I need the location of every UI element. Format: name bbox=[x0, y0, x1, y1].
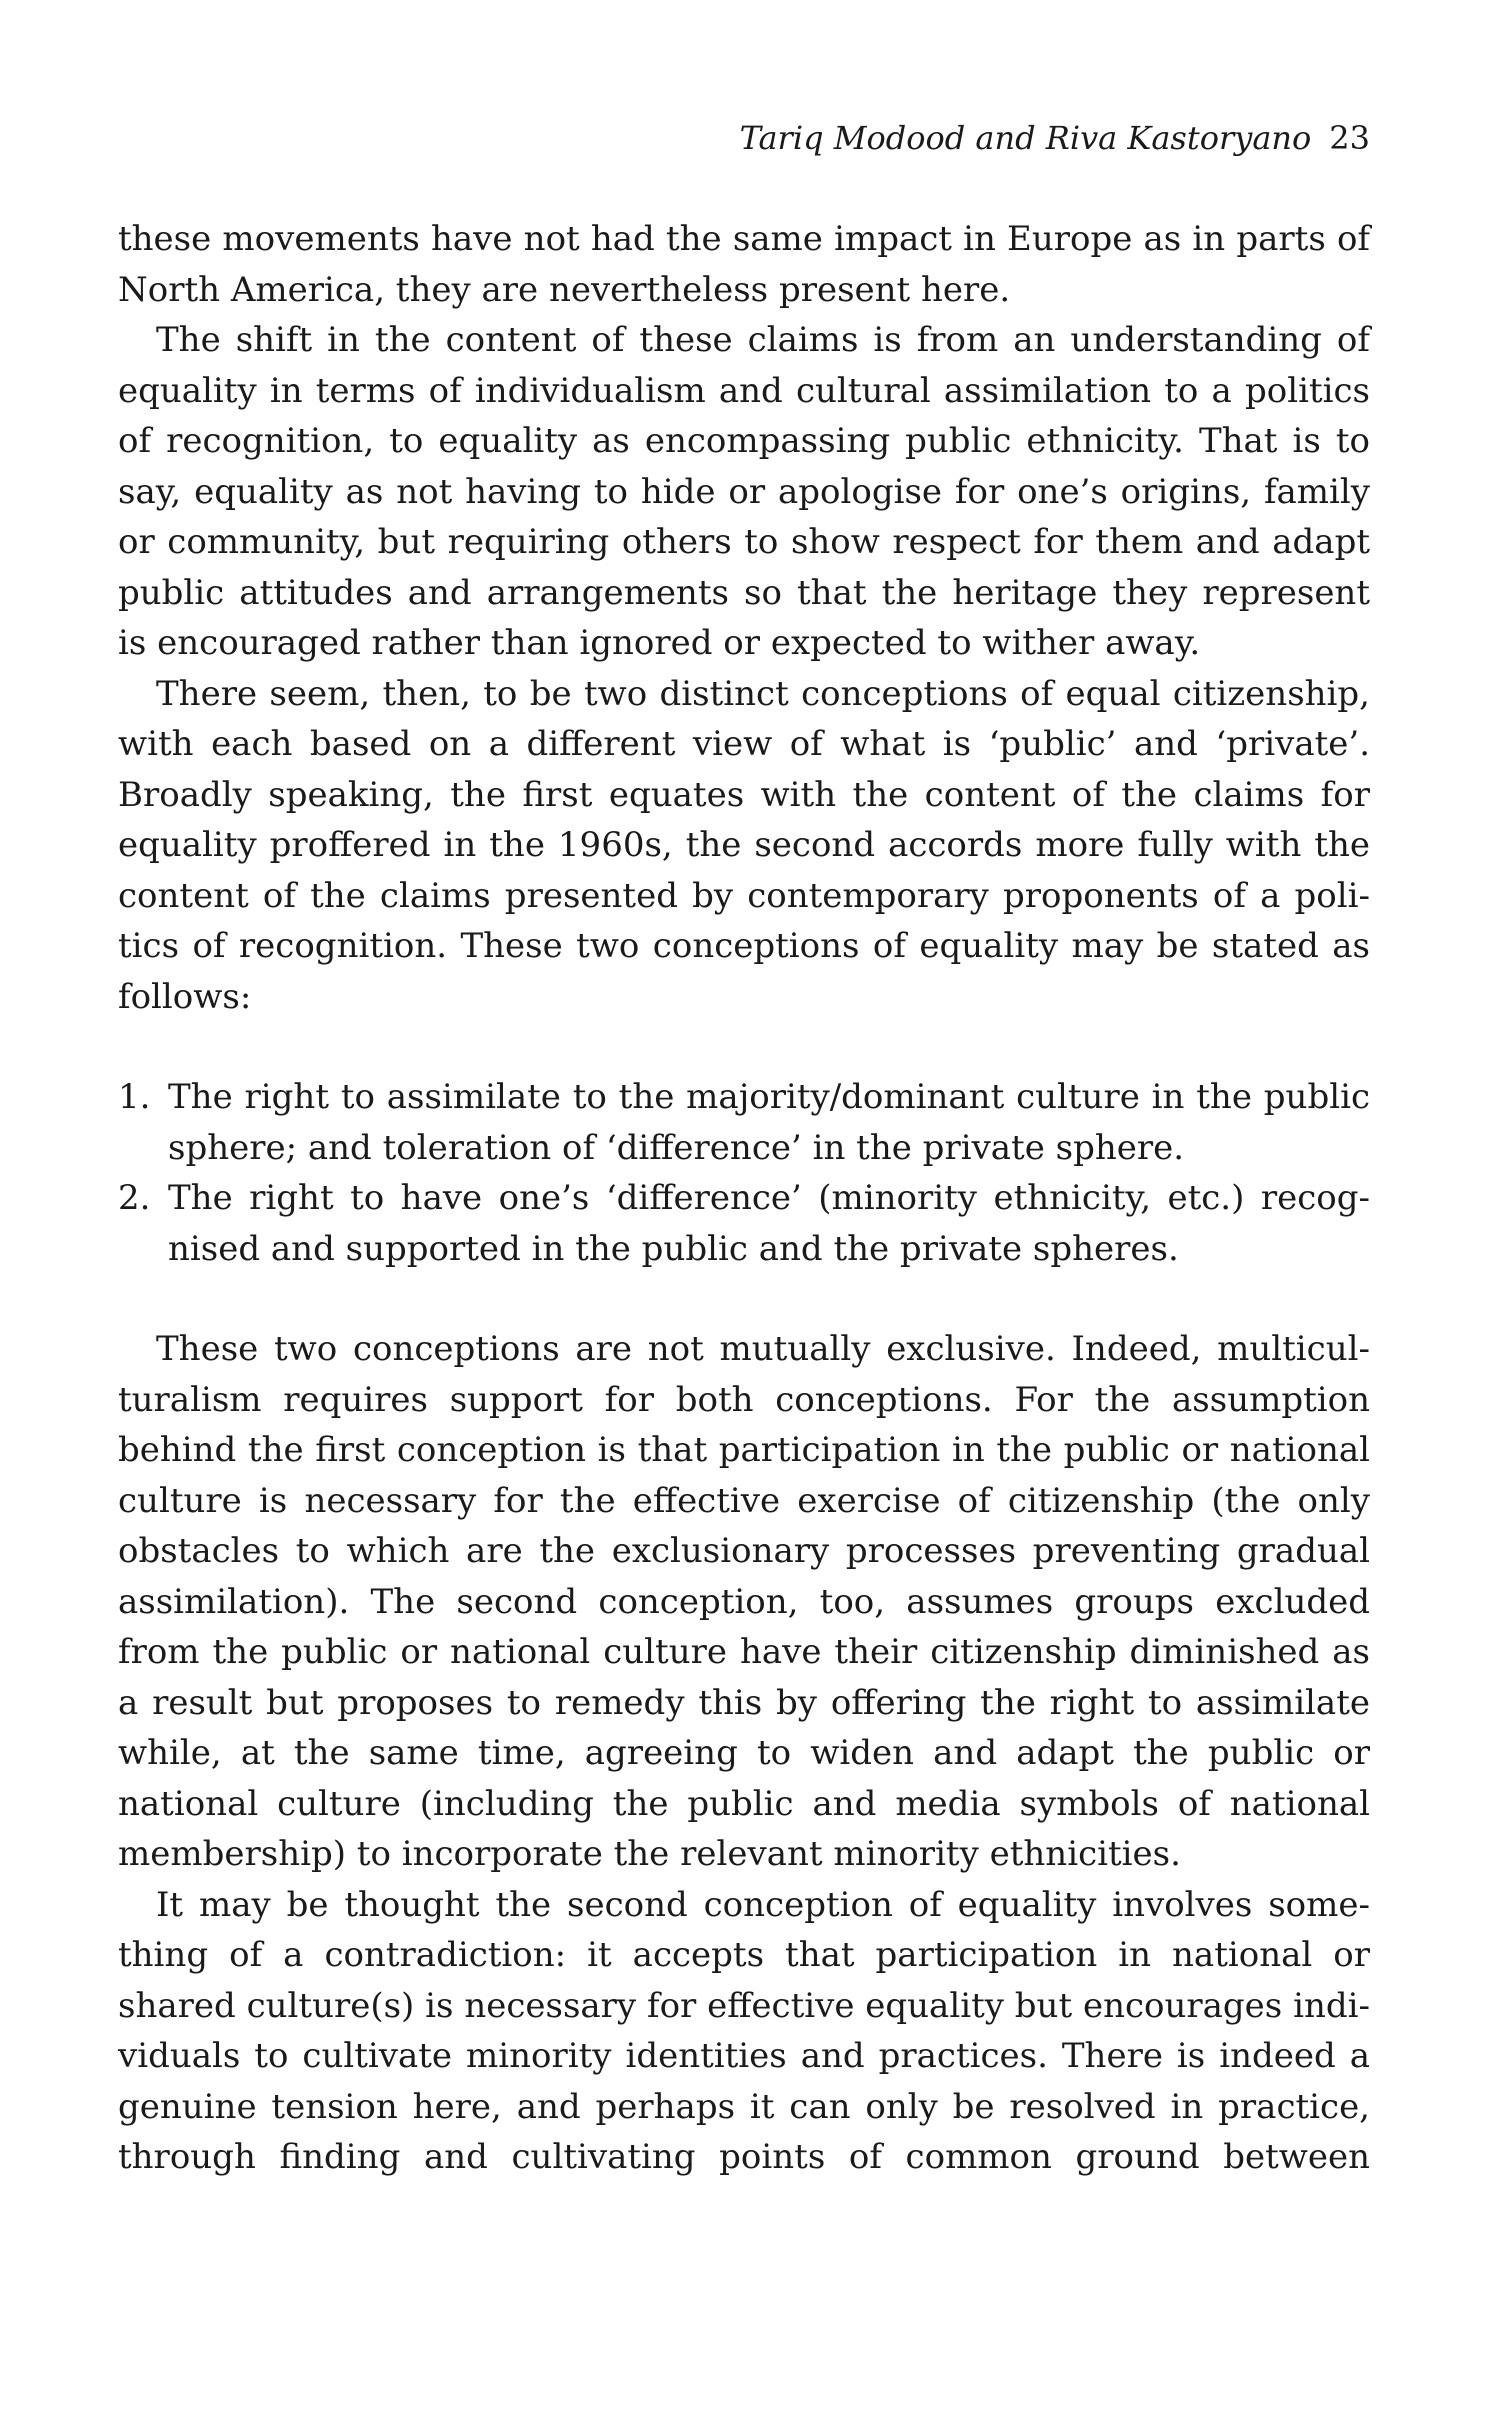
paragraph-contradiction: It may be thought the second conception of equality involves something of a contradiction: it accepts that participation in national or shared culture(s) is necessary for effective equality but encourages individuals to cultivate minority identities and practices. There is indeed a genuine tension here, and perhaps it can only be resolved in practice, through finding and cultivating points of common ground between bbox=[118, 1884, 1370, 2177]
running-head-authors: Tariq Modood and Riva Kastoryano bbox=[739, 119, 1312, 157]
paragraph-continuation: these movements have not had the same impact in Europe as in parts of North America, they are nevertheless present here. bbox=[118, 219, 1370, 310]
running-head bbox=[740, 112, 1370, 164]
body-text bbox=[118, 214, 1370, 2183]
list-item bbox=[118, 1173, 1370, 1274]
conceptions-list bbox=[118, 1072, 1370, 1274]
list-item-text: The right to have one’s ‘difference’ (minority ethnicity, etc.) recognised and supported in the public and the private spheres. bbox=[168, 1178, 1370, 1269]
list-item-number: 1. bbox=[118, 1077, 151, 1117]
paragraph-two-conceptions: There seem, then, to be two distinct conceptions of equal citizenship, with each based on a different view of what is ‘public’ and ‘private’. Broadly speaking, the first equates with the content of the claims for equality proffered in the 1960s, the second accords more fully with the content of the claims presented by contemporary proponents of a politics of recognition. These two conceptions of equality may be stated as follows: bbox=[118, 673, 1370, 1017]
page-number: 23 bbox=[1329, 119, 1370, 157]
list-item-text: The right to assimilate to the majority/dominant culture in the public sphere; and toleration of ‘difference’ in the private sphere. bbox=[168, 1077, 1370, 1168]
list-item bbox=[118, 1072, 1370, 1173]
paragraph-not-mutually-exclusive: These two conceptions are not mutually exclusive. Indeed, multiculturalism requires support for both conceptions. For the assumption behind the first conception is that participation in the public or national culture is necessary for the effective exercise of citizenship (the only obstacles to which are the exclusionary processes preventing gradual assimilation). The second conception, too, assumes groups excluded from the public or national culture have their citizenship diminished as a result but proposes to remedy this by offering the right to assimilate while, at the same time, agreeing to widen and adapt the public or national culture (including the public and media symbols of national membership) to incorporate the relevant minority ethnicities. bbox=[118, 1329, 1370, 1874]
list-item-number: 2. bbox=[118, 1178, 151, 1218]
paragraph-shift-in-claims: The shift in the content of these claims is from an understanding of equality in terms of individualism and cultural assimilation to a politics of recognition, to equality as encompassing public ethnicity. That is to say, equality as not having to hide or apologise for one’s origins, family or community, but requiring others to show respect for them and adapt public attitudes and arrangements so that the heritage they represent is encouraged rather than ignored or expected to wither away. bbox=[118, 320, 1370, 663]
